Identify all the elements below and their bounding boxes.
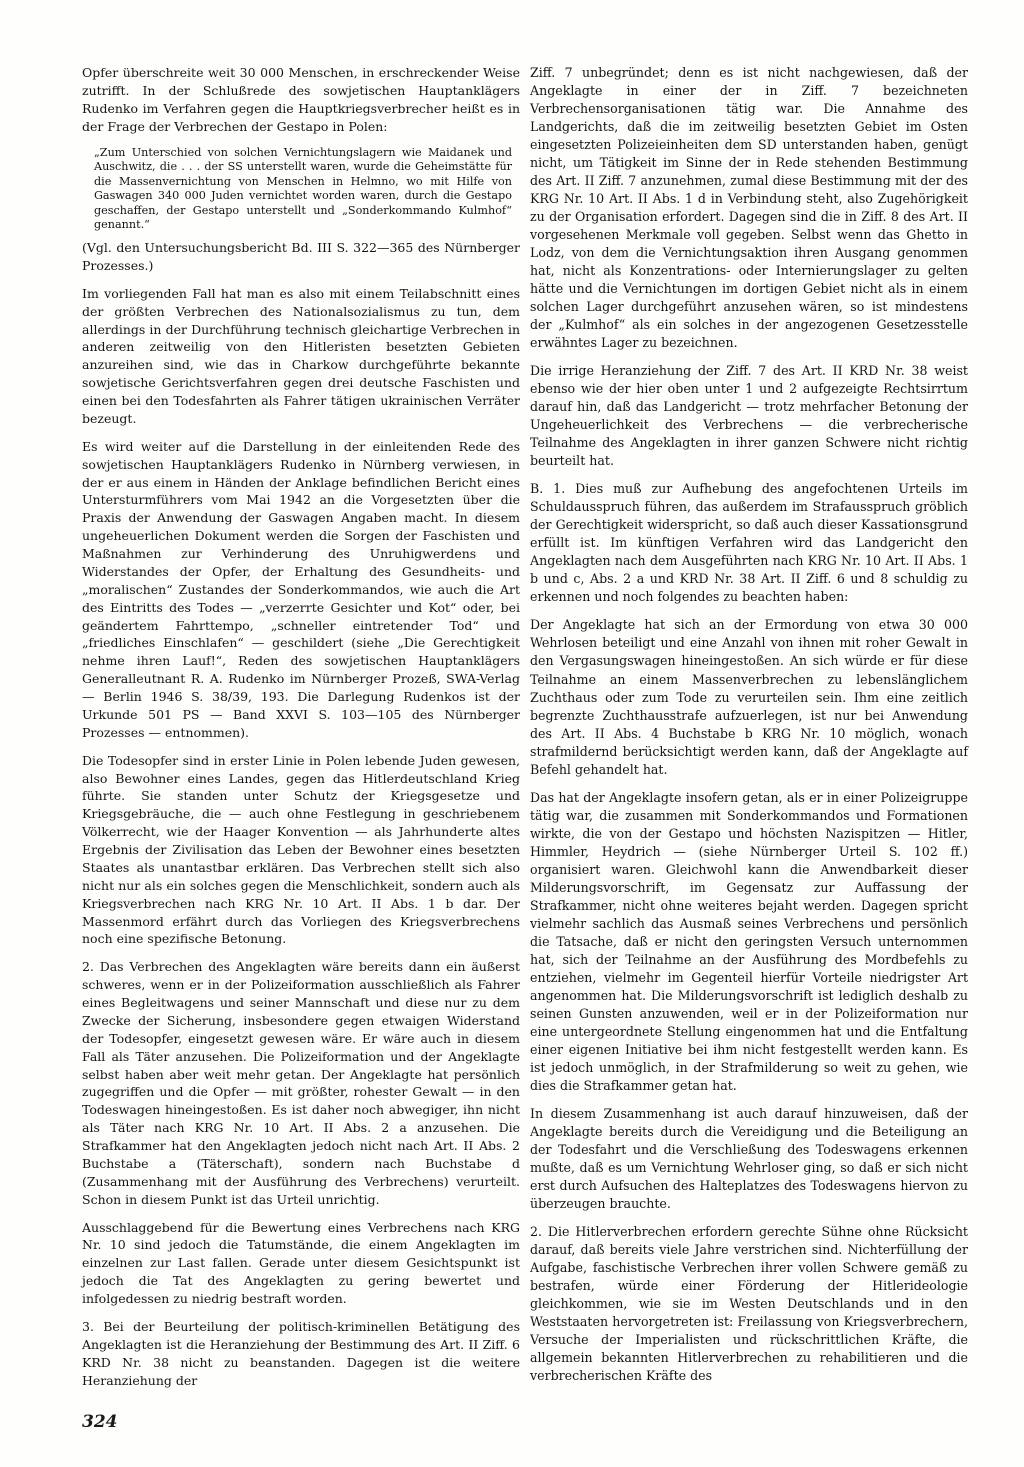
paragraph: 2. Die Hitlerverbrechen erfordern gerechte Sühne ohne Rücksicht darauf, daß bereits viele Jahre verstrichen sind. Nichterfüllung der Aufgabe, faschistische Verbrechen ihrer vollen Schwere gemäß zu bestrafen, würde einer Förderung der Hitlerideologie gleichkommen, wie sie im Westen Deutschlands und in den Weststaaten hervorgetreten ist: Freilassung von Kriegsverbrechern, Versuche der Imperialisten und rückschrittlichen Kräfte, die allgemein bekannten Hitlerverbrechen zu rehabilitieren und die verbrecherischen Kräfte des bbox=[530, 1223, 968, 1384]
paragraph: Das hat der Angeklagte insofern getan, als er in einer Polizeigruppe tätig war, die zusammen mit Sonderkommandos und Formationen wirkte, die von der Gestapo und höchsten Nazispitzen — Hitler, Himmler, Heydrich — (siehe Nürnberger Urteil S. 102 ff.) organisiert waren. Gleichwohl kann die Anwendbarkeit dieser Milderungsvorschrift, im Gegensatz zur Auffassung der Strafkammer, nicht ohne weiteres bejaht werden. Dagegen spricht vielmehr sachlich das Ausmaß seines Verbrechens und persönlich die Tatsache, daß er nicht den geringsten Versuch unternommen hat, sich der Teilnahme an der Ausführung des Mordbefehls zu entziehen, vielmehr im Gegenteil hierfür Vorteile niedrigster Art angenommen hat. Die Milderungsvorschrift ist lediglich deshalb zu seinen Gunsten anzuwenden, weil er in der Polizeiformation nur eine untergeordnete Stellung eingenommen hat und die Entfaltung einer eigenen Initiative bei ihm nicht festgestellt werden kann. Es ist jedoch unmöglich, in der Strafmilderung so weit zu gehen, wie dies die Strafkammer getan hat. bbox=[530, 789, 968, 1093]
paragraph: (Vgl. den Untersuchungsbericht Bd. III S. 322—365 des Nürnberger Prozesses.) bbox=[82, 240, 520, 273]
paragraph: Der Angeklagte hat sich an der Ermordung von etwa 30 000 Wehrlosen beteiligt und eine Anzahl von ihnen mit roher Gewalt in den Vergasungswagen hineingestoßen. An sich würde er für diese Teilnahme an einem Massenverbrechen zu lebenslänglichem Zuchthaus oder zum Tode zu verurteilen sein. Ihm eine zeitlich begrenzte Zuchthausstrafe aufzuerlegen, ist nur bei Anwendung des Art. II Abs. 4 Buchstabe b KRG Nr. 10 möglich, wonach strafmildernd berücksichtigt werden kann, daß der Angeklagte auf Befehl gehandelt hat. bbox=[530, 617, 968, 777]
paragraph: Es wird weiter auf die Darstellung in der einleitenden Rede des sowjetischen Hauptanklägers Rudenko in Nürnberg verwiesen, in der er aus einem in Händen der Anklage befindlichen Bericht eines Untersturmführers vom Mai 1942 an die Vorgesetzten über die Praxis der Anwendung der Gaswagen Angaben macht. In diesem ungeheuerlichen Dokument werden die Sorgen der Faschisten und Maßnahmen zur Verhinderung des Unruhigwerdens und Widerstandes der Opfer, der Erhaltung des Gesundheits- und „moralischen“ Zustandes der Sonderkommandos, wie auch die Art des Eintritts des Todes — „verzerrte Gesichter und Kot“ oder, bei geändertem Fahrttempo, „schneller eintretender Tod“ und „friedliches Einschlafen“ — geschildert (siehe „Die Gerechtigkeit nehme ihren Lauf!“, Reden des sowjetischen Hauptanklägers Generalleutnant R. A. Rudenko im Nürnberger Prozeß, SWA-Verlag — Berlin 1946 S. 38/39, 193. Die Darlegung Rudenkos ist der Urkunde 501 PS — Band XXVI S. 103—105 des Nürnberger Prozesses — entnommen). bbox=[82, 438, 520, 740]
paragraph: 3. Bei der Beurteilung der politisch-kriminellen Betätigung des Angeklagten ist die Heranziehung der Bestimmung des Art. II Ziff. 6 KRD Nr. 38 nicht zu beanstanden. Dagegen ist die weitere Heranziehung der bbox=[82, 1318, 520, 1388]
paragraph: B. 1. Dies muß zur Aufhebung des angefochtenen Urteils im Schuldausspruch führen, das außerdem im Strafausspruch gröblich der Gerechtigkeit widerspricht, so daß auch dieser Kassationsgrund erfüllt ist. Im künftigen Verfahren wird das Landgericht den Angeklagten nach dem Ausgeführten nach KRG Nr. 10 Art. II Abs. 1 b und c, Abs. 2 a und KRD Nr. 38 Art. II Ziff. 6 und 8 schuldig zu erkennen und noch folgendes zu beachten haben: bbox=[530, 481, 968, 605]
page-number: 324 bbox=[82, 1412, 118, 1432]
left-column bbox=[82, 64, 520, 1399]
paragraph: Die Todesopfer sind in erster Linie in Polen lebende Juden gewesen, also Bewohner eines Landes, gegen das Hitlerdeutschland Krieg führte. Sie standen unter Schutz der Kriegsgesetze und Kriegsgebräuche, die — auch ohne Festlegung in geschriebenem Völkerrecht, wie der Haager Konvention — als Jahrhunderte altes Ergebnis der Zivilisation das Leben der Bewohner eines besetzten Staates als unantastbar erklären. Das Verbrechen stellt sich also nicht nur als ein solches gegen die Menschlichkeit, sondern auch als Kriegsverbrechen nach KRG Nr. 10 Art. II Abs. 1 b dar. Der Massenmord erfährt durch das Vorliegen des Kriegsverbrechens noch eine spezifische Betonung. bbox=[82, 752, 520, 947]
paragraph: Ziff. 7 unbegründet; denn es ist nicht nachgewiesen, daß der Angeklagte in einer der in Ziff. 7 bezeichneten Verbrechensorganisationen tätig war. Die Annahme des Landgerichts, daß die im zeitweilig besetzten Gebiet im Osten eingesetzten Polizeieinheiten dem SD unterstanden haben, genügt nicht, um Tätigkeit im Sinne der in Rede stehenden Bestimmung des Art. II Ziff. 7 anzunehmen, zumal diese Bestimmung mit der des KRG Nr. 10 Art. II Abs. 1 d in Verbindung steht, also Zugehörigkeit zu der Organisation erfordert. Dagegen sind die in Ziff. 8 des Art. II vorgesehenen Merkmale voll gegeben. Selbst wenn das Ghetto in Lodz, von dem die Vernichtungsaktion ihren Ausgang genommen hat, nicht als Konzentrations- oder Internierungslager zu gelten hätte und die Vernichtungen im dortigen Gebiet nicht als in einem solchen Lager durchgeführt anzusehen wären, so ist mindestens der „Kulmhof“ als ein solches in der angezogenen Gesetzesstelle erwähntes Lager zu bezeichnen. bbox=[530, 65, 968, 351]
paragraph: 2. Das Verbrechen des Angeklagten wäre bereits dann ein äußerst schweres, wenn er in der Polizeiformation ausschließlich als Fahrer eines Begleitwagens und seiner Mannschaft und diese nur zu dem Zwecke der Sicherung, insbesondere gegen etwaigen Widerstand der Todesopfer, eingesetzt gewesen wäre. Er wäre auch in diesem Fall als Täter anzusehen. Die Polizeiformation und der Angeklagte selbst haben aber weit mehr getan. Der Angeklagte hat persönlich zugegriffen und die Opfer — mit größter, rohester Gewalt — in den Todeswagen hineingestoßen. Es ist daher noch abwegiger, ihn nicht als Täter nach KRG Nr. 10 Art. II Abs. 2 a anzusehen. Die Strafkammer hat den Angeklagten jedoch nicht nach Art. II Abs. 2 Buchstabe a (Täterschaft), sondern nach Buchstabe d (Zusammenhang mit der Ausführung des Verbrechens) verurteilt. Schon in diesem Punkt ist das Urteil unrichtig. bbox=[82, 959, 520, 1207]
block-quote: „Zum Unterschied von solchen Vernichtungslagern wie Maidanek und Auschwitz, die . . . der SS unterstellt waren, wurde die Geheimstätte für die Massenvernichtung von Menschen in Helmno, wo mit Hilfe von Gaswagen 340 000 Juden vernichtet worden waren, durch die Gestapo geschaffen, der Gestapo unterstellt und „Sonderkommando Kulmhof“ genannt.“ bbox=[94, 145, 512, 232]
paragraph: Ausschlaggebend für die Bewertung eines Verbrechens nach KRG Nr. 10 sind jedoch die Tatumstände, die einem Angeklagten im einzelnen zur Last fallen. Gerade unter diesem Gesichtspunkt ist jedoch die Tat des Angeklagten zu gering bewertet und infolgedessen zu niedrig bestraft worden. bbox=[82, 1219, 520, 1307]
paragraph: Die irrige Heranziehung der Ziff. 7 des Art. II KRD Nr. 38 weist ebenso wie der hier oben unter 1 und 2 aufgezeigte Rechtsirrtum darauf hin, daß das Landgericht — trotz mehrfacher Betonung der Ungeheuerlichkeit des Verbrechens — die verbrecherische Teilnahme des Angeklagten in ihrer ganzen Schwere nicht richtig beurteilt hat. bbox=[530, 363, 968, 469]
paragraph: Opfer überschreite weit 30 000 Menschen, in erschreckender Weise zutrifft. In der Schlußrede des sowjetischen Hauptanklägers Rudenko im Verfahren gegen die Hauptkriegsverbrecher heißt es in der Frage der Verbrechen der Gestapo in Polen: bbox=[82, 65, 520, 134]
paragraph: Im vorliegenden Fall hat man es also mit einem Teilabschnitt eines der größten Verbrechen des Nationalsozialismus zu tun, dem allerdings in der Durchführung technisch gleichartige Verbrechen in anderen zeitweilig von den Hitleristen besetzten Gebieten anzureihen sind, wie das in Charkow durchgeführte bekannte sowjetische Gerichtsverfahren gegen drei deutsche Faschisten und einen bei den Todesfahrten als Fahrer tätigen ukrainischen Verräter bezeugt. bbox=[82, 285, 520, 426]
paragraph: In diesem Zusammenhang ist auch darauf hinzuweisen, daß der Angeklagte bereits durch die Vereidigung und die Beteiligung an der Todesfahrt und die Verschließung des Todeswagens erkennen mußte, daß es um Vernichtung Wehrloser ging, so daß er sich nicht erst durch Aufsuchen des Halteplatzes des Todeswagens hiervon zu überzeugen brauchte. bbox=[530, 1105, 968, 1211]
right-column bbox=[530, 64, 968, 1395]
